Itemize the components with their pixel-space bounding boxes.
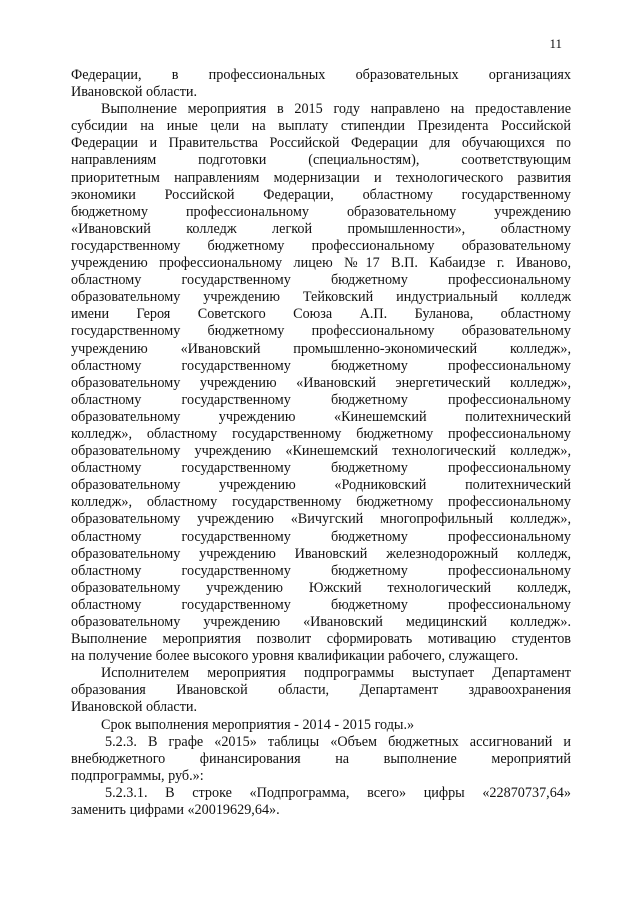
text-line: образовательному учреждению Ивановский железнодорожный колледж, [71, 545, 571, 562]
paragraph [71, 665, 571, 716]
text-line: областному государственному бюджетному профессиональному [71, 272, 571, 289]
text-line: областному государственному бюджетному профессиональному [71, 528, 571, 545]
text-line: образовательному учреждению «Ивановский медицинский колледж». [71, 614, 571, 630]
paragraph [71, 717, 571, 734]
text-line: областному государственному бюджетному профессиональному [71, 562, 571, 579]
text-line: Исполнителем мероприятия подпрограммы выступает Департамент [101, 665, 571, 682]
text-line: областному государственному бюджетному профессиональному [71, 357, 571, 374]
text-line: областному государственному бюджетному профессиональному [71, 391, 571, 408]
text-line: учреждению профессиональному лицею №17 В.П. Кабаидзе г. Иваново, [71, 255, 571, 272]
text-line: Федерации и Правительства Российской Федерации для обучающихся по [71, 135, 571, 152]
page-number: 11 [549, 36, 562, 51]
text-line: государственному бюджетному профессиональному образовательному [71, 237, 571, 254]
text-line: экономики Российской Федерации, областному государственному [71, 186, 571, 203]
paragraph [71, 734, 571, 785]
text-line: приоритетным направлениям модернизации и технологического развития [71, 169, 571, 186]
text-line: внебюджетного финансирования на выполнение мероприятий [71, 750, 571, 767]
text-line: субсидии на иные цели на выплату стипендии Президента Российской [71, 118, 571, 135]
text-line: подпрограммы, руб.»: [71, 767, 204, 784]
paragraph [71, 785, 571, 819]
text-line: Ивановской области. [71, 699, 198, 716]
text-line: Срок выполнения мероприятия - 2014 - 2015 годы.» [101, 716, 415, 733]
text-line: бюджетному профессиональному образовательному учреждению [71, 203, 571, 220]
text-line: областному государственному бюджетному профессиональному [71, 596, 571, 613]
paragraph [71, 101, 571, 665]
text-line: образовательному учреждению Южский технологический колледж, [71, 579, 571, 596]
text-line: 5.2.3. В графе «2015» таблицы «Объем бюджетных ассигнований и [105, 733, 571, 750]
text-line: заменить цифрами «20019629,64». [71, 802, 280, 819]
text-line: образования Ивановской области, Департамент здравоохранения [71, 682, 571, 699]
text-line: 5.2.3.1. В строке «Подпрограмма, всего» цифры «22870737,64» [105, 784, 571, 801]
text-line: имени Героя Советского Союза А.П. Буланова, областному [71, 306, 571, 323]
text-line: образовательному учреждению «Кинешемский технологический колледж», [71, 443, 571, 460]
text-line: Выполнение мероприятия позволит сформировать мотивацию студентов [71, 631, 571, 648]
text-line: учреждению «Ивановский промышленно-экономический колледж», [71, 340, 571, 357]
text-line: образовательному учреждению Тейковский индустриальный колледж [71, 289, 571, 306]
text-line: на получение более высокого уровня квалификации рабочего, служащего. [71, 648, 519, 665]
text-line: Федерации, в профессиональных образовательных организациях [71, 67, 571, 83]
text-line: колледж», областному государственному бюджетному профессиональному [71, 425, 571, 442]
paragraph [71, 67, 571, 101]
text-line: образовательному учреждению «Ивановский энергетический колледж», [71, 374, 571, 391]
text-line: направлениям подготовки (специальностям), соответствующим [71, 152, 571, 169]
text-line: образовательному учреждению «Родниковский политехнический [71, 477, 571, 494]
text-line: государственному бюджетному профессиональному образовательному [71, 323, 571, 340]
text-line: образовательному учреждению «Кинешемский политехнический [71, 408, 571, 425]
text-line: Выполнение мероприятия в 2015 году направлено на предоставление [101, 101, 571, 118]
text-line: «Ивановский колледж легкой промышленности», областному [71, 220, 571, 237]
text-line: областному государственному бюджетному профессиональному [71, 460, 571, 477]
text-line: образовательному учреждению «Вичугский многопрофильный колледж», [71, 511, 571, 528]
text-line: Ивановской области. [71, 84, 198, 101]
document-body [71, 67, 571, 819]
text-line: колледж», областному государственному бюджетному профессиональному [71, 494, 571, 511]
